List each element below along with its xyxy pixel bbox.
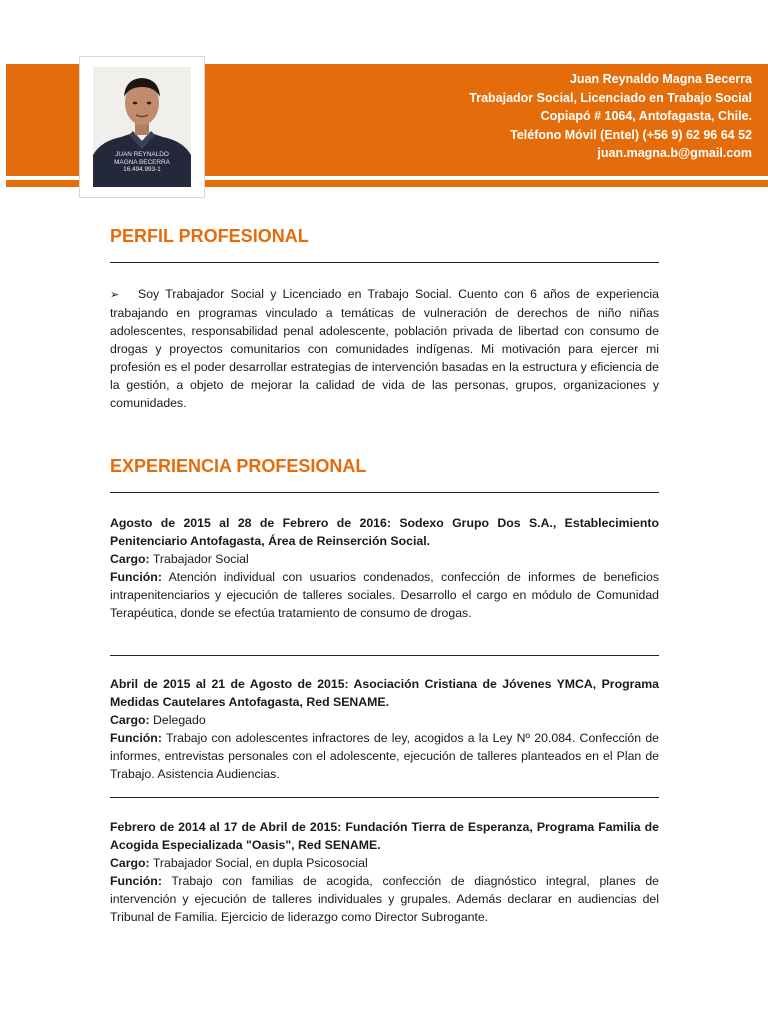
arrow-bullet-icon: ➢ bbox=[110, 289, 120, 301]
funcion-value: Atención individual con usuarios condenados, confección de informes de beneficios intrapenitenciarios y ejecución de talleres sociales. Desarrollo el cargo en módulo de Comunidad Terapéutica, donde se efectúa tratamiento de consumo de drogas. bbox=[110, 570, 659, 620]
profile-section-title: PERFIL PROFESIONAL bbox=[110, 226, 309, 246]
cargo-value: Trabajador Social, en dupla Psicosocial bbox=[152, 856, 368, 870]
job-heading: Febrero de 2014 al 17 de Abril de 2015: Fundación Tierra de Esperanza, Programa Familia de Acogida Especializada "Oasis", Red SENAME. bbox=[110, 820, 659, 852]
funcion-label: Función: bbox=[110, 570, 162, 584]
experience-section-rule bbox=[110, 492, 659, 493]
job-cargo bbox=[110, 711, 659, 729]
job-entry bbox=[110, 514, 659, 622]
contact-info bbox=[332, 70, 752, 163]
candidate-address: Copiapó # 1064, Antofagasta, Chile. bbox=[540, 109, 752, 124]
profile-text bbox=[110, 285, 659, 412]
candidate-profession: Trabajador Social, Licenciado en Trabajo Social bbox=[469, 90, 752, 105]
job-heading: Abril de 2015 al 21 de Agosto de 2015: Asociación Cristiana de Jóvenes YMCA, Programa Medidas Cautelares Antofagasta, Red SENAME. bbox=[110, 677, 659, 709]
candidate-phone: Teléfono Móvil (Entel) (+56 9) 62 96 64 52 bbox=[510, 127, 752, 142]
job-heading: Agosto de 2015 al 28 de Febrero de 2016: Sodexo Grupo Dos S.A., Establecimiento Penitenciario Antofagasta, Área de Reinserción Social. bbox=[110, 516, 659, 548]
job-funcion bbox=[110, 568, 659, 622]
cargo-label: Cargo: bbox=[110, 713, 150, 727]
experience-section-title: EXPERIENCIA PROFESIONAL bbox=[110, 456, 367, 476]
job-entry bbox=[110, 818, 659, 926]
job-separator-rule bbox=[110, 797, 659, 798]
funcion-value: Trabajo con adolescentes infractores de ley, acogidos a la Ley Nº 20.084. Confección de informes, entrevistas personales con el adolescente, ejecución de talleres planteados en el Plan de Trabajo. Asistencia Audiencias. bbox=[110, 731, 660, 781]
job-cargo bbox=[110, 550, 659, 568]
funcion-label: Función: bbox=[110, 731, 162, 745]
funcion-label: Función: bbox=[110, 874, 162, 888]
photo-caption: JUAN REYNALDO MAGNA BECERRA 16.494.993-1 bbox=[114, 151, 170, 174]
candidate-email: juan.magna.b@gmail.com bbox=[597, 146, 752, 161]
cargo-label: Cargo: bbox=[110, 552, 150, 566]
job-separator-rule bbox=[110, 655, 659, 656]
profile-paragraph: Soy Trabajador Social y Licenciado en Trabajo Social. Cuento con 6 años de experiencia trabajando en programas vinculado a temáticas de vulneración de derechos de niño niñas adolescentes, responsabilidad penal adolescente, población privada de libertad con consumo de drogas y proyectos comunitarios con comunidades indígenas. Mi motivación para ejercer mi profesión es el poder desarrollar estrategias de intervención basadas en la estructura y eficiencia de la gestión, a objeto de mejorar la calidad de vida de las personas, grupos, organizaciones y comunidades. bbox=[110, 287, 659, 410]
profile-section-rule bbox=[110, 262, 659, 263]
cargo-label: Cargo: bbox=[110, 856, 150, 870]
candidate-name: Juan Reynaldo Magna Becerra bbox=[569, 72, 752, 86]
job-funcion bbox=[110, 729, 659, 783]
cargo-value: Delegado bbox=[153, 713, 206, 727]
job-entry bbox=[110, 675, 659, 783]
cargo-value: Trabajador Social bbox=[152, 552, 249, 566]
funcion-value: Trabajo con familias de acogida, confección de diagnóstico integral, planes de intervención y ejecución de talleres individuales y grupales. Además declarar en audiencias del Tribunal de Familia. Ejercicio de liderazgo como Director Subrogante. bbox=[110, 874, 659, 924]
profile-photo-frame bbox=[79, 56, 205, 198]
job-cargo bbox=[110, 854, 659, 872]
job-funcion bbox=[110, 872, 659, 926]
profile-photo bbox=[93, 67, 191, 187]
